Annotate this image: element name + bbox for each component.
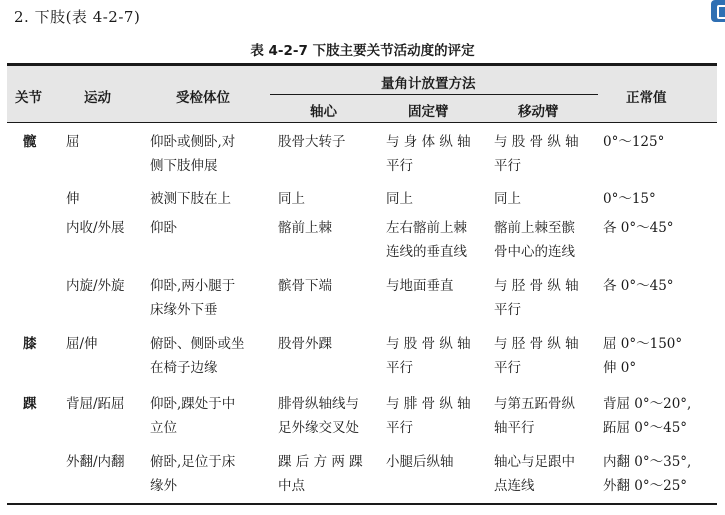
cell-position <box>150 216 177 240</box>
cell-axis <box>278 130 346 154</box>
cell-fixed-arm <box>386 274 454 298</box>
cell-normal-value-line: 跖屈 0°～45° <box>603 420 688 436</box>
cell-axis <box>278 187 305 211</box>
cell-movement <box>66 130 80 154</box>
cell-moving-arm <box>494 187 521 211</box>
cell-position-line: 被测下肢在上 <box>150 191 231 207</box>
cell-fixed-arm <box>386 130 471 178</box>
cell-normal-value <box>603 332 682 380</box>
cell-movement-line: 外翻/内翻 <box>66 454 125 470</box>
cell-position <box>150 450 235 498</box>
cell-movement <box>66 274 125 298</box>
cell-moving-arm-line: 平行 <box>494 302 521 318</box>
cell-normal-value <box>603 130 664 154</box>
cell-joint <box>23 332 37 356</box>
header-fixed-arm: 固定臂 <box>408 104 449 120</box>
cell-movement <box>66 332 98 356</box>
cell-axis <box>278 392 359 440</box>
cell-axis-line: 髌骨下端 <box>278 278 332 294</box>
header-moving-arm: 移动臂 <box>518 104 559 120</box>
cell-moving-arm-line: 髂前上棘至髌 <box>494 220 575 236</box>
section-heading: 2. 下肢(表 4-2-7) <box>14 8 141 26</box>
cell-position-line: 俯卧、侧卧或坐 <box>150 336 245 352</box>
cell-axis-line: 同上 <box>278 191 305 207</box>
cell-fixed-arm-line: 小腿后纵轴 <box>386 454 454 470</box>
cell-movement <box>66 450 125 474</box>
cell-position <box>150 274 235 322</box>
cell-position <box>150 392 235 440</box>
cell-normal-value-line: 内翻 0°～35°, <box>603 454 692 470</box>
header-axis: 轴心 <box>310 104 337 120</box>
cell-fixed-arm-line: 连线的垂直线 <box>386 244 467 260</box>
cell-axis-line: 踝 后 方 两 踝 <box>278 454 363 470</box>
cell-movement-line: 背屈/跖屈 <box>66 396 125 412</box>
cell-position-line: 俯卧,足位于床 <box>150 454 236 470</box>
cell-moving-arm-line: 与 股 骨 纵 轴 <box>494 134 579 150</box>
cell-fixed-arm-line: 平行 <box>386 360 413 376</box>
cell-movement <box>66 216 125 240</box>
cell-moving-arm-line: 与第五跖骨纵 <box>494 396 575 412</box>
cell-moving-arm-line: 与 胫 骨 纵 轴 <box>494 336 579 352</box>
cell-movement-line: 内旋/外旋 <box>66 278 125 294</box>
cell-normal-value <box>603 274 674 298</box>
cell-axis <box>278 274 332 298</box>
cell-movement-line: 屈 <box>66 134 80 150</box>
cell-position-line: 仰卧 <box>150 220 177 236</box>
cell-normal-value <box>603 216 674 240</box>
cell-moving-arm <box>494 450 575 498</box>
cell-position-line: 在椅子边缘 <box>150 360 218 376</box>
header-method-group: 量角计放置方法 <box>381 76 476 92</box>
cell-position <box>150 332 245 380</box>
cell-movement-line: 内收/外展 <box>66 220 125 236</box>
cell-moving-arm <box>494 274 579 322</box>
cell-position-line: 立位 <box>150 420 177 436</box>
cell-position-line: 床缘外下垂 <box>150 302 218 318</box>
cell-moving-arm-line: 点连线 <box>494 478 535 494</box>
header-joint: 关节 <box>15 90 42 106</box>
cell-normal-value-line: 外翻 0°～25° <box>603 478 688 494</box>
cell-movement <box>66 392 125 416</box>
cell-fixed-arm-line: 左右髂前上棘 <box>386 220 467 236</box>
table-bottom-rule <box>7 503 717 505</box>
cell-moving-arm-line: 与 胫 骨 纵 轴 <box>494 278 579 294</box>
header-movement: 运动 <box>84 90 111 106</box>
cell-moving-arm-line: 平行 <box>494 158 521 174</box>
header-normal-value: 正常值 <box>626 90 667 106</box>
cell-fixed-arm <box>386 332 471 380</box>
cell-normal-value-line: 伸 0° <box>603 360 637 376</box>
header-group-rule <box>270 94 598 95</box>
cell-axis <box>278 450 363 498</box>
table-top-rule <box>7 63 717 66</box>
cell-position-line: 仰卧或侧卧,对 <box>150 134 236 150</box>
cell-joint <box>23 392 37 416</box>
cell-fixed-arm <box>386 216 467 264</box>
cell-moving-arm-line: 同上 <box>494 191 521 207</box>
cell-normal-value-line: 0°～15° <box>603 191 656 207</box>
cell-normal-value-line: 0°～125° <box>603 134 665 150</box>
cell-fixed-arm-line: 与 腓 骨 纵 轴 <box>386 396 471 412</box>
cell-movement-line: 伸 <box>66 191 80 207</box>
cell-axis <box>278 332 332 356</box>
cell-axis-line: 股骨大转子 <box>278 134 346 150</box>
cell-normal-value <box>603 187 656 211</box>
table-title: 表 4-2-7 下肢主要关节活动度的评定 <box>250 43 475 59</box>
cell-fixed-arm <box>386 187 413 211</box>
cell-movement <box>66 187 80 211</box>
cell-normal-value-line: 背屈 0°～20°, <box>603 396 692 412</box>
header-bottom-rule <box>7 122 717 123</box>
cell-moving-arm <box>494 130 579 178</box>
cell-moving-arm-line: 骨中心的连线 <box>494 244 575 260</box>
cell-normal-value <box>603 392 691 440</box>
cell-moving-arm-line: 轴平行 <box>494 420 535 436</box>
cell-position-line: 侧下肢伸展 <box>150 158 218 174</box>
cell-axis-line: 髂前上棘 <box>278 220 332 236</box>
cell-axis-line: 腓骨纵轴线与 <box>278 396 359 412</box>
cell-moving-arm-line: 轴心与足跟中 <box>494 454 575 470</box>
cell-normal-value-line: 各 0°～45° <box>603 278 674 294</box>
cell-axis-line: 股骨外踝 <box>278 336 332 352</box>
cell-moving-arm-line: 平行 <box>494 360 521 376</box>
cell-normal-value-line: 各 0°～45° <box>603 220 674 236</box>
edit-icon[interactable] <box>711 0 725 22</box>
cell-position-line: 仰卧,两小腿于 <box>150 278 236 294</box>
cell-joint-line: 踝 <box>23 396 37 412</box>
cell-fixed-arm-line: 与 身 体 纵 轴 <box>386 134 471 150</box>
cell-normal-value <box>603 450 691 498</box>
cell-moving-arm <box>494 216 575 264</box>
cell-axis-line: 足外缘交叉处 <box>278 420 359 436</box>
cell-position <box>150 187 231 211</box>
cell-axis <box>278 216 332 240</box>
cell-fixed-arm <box>386 450 454 474</box>
cell-moving-arm <box>494 392 575 440</box>
cell-fixed-arm <box>386 392 471 440</box>
cell-normal-value-line: 屈 0°～150° <box>603 336 683 352</box>
cell-joint-line: 髋 <box>23 134 37 150</box>
cell-fixed-arm-line: 与地面垂直 <box>386 278 454 294</box>
cell-fixed-arm-line: 平行 <box>386 420 413 436</box>
cell-position-line: 缘外 <box>150 478 177 494</box>
cell-fixed-arm-line: 平行 <box>386 158 413 174</box>
cell-fixed-arm-line: 同上 <box>386 191 413 207</box>
cell-fixed-arm-line: 与 股 骨 纵 轴 <box>386 336 471 352</box>
cell-position-line: 仰卧,踝处于中 <box>150 396 236 412</box>
cell-joint-line: 膝 <box>23 336 37 352</box>
cell-movement-line: 屈/伸 <box>66 336 98 352</box>
cell-moving-arm <box>494 332 579 380</box>
header-position: 受检体位 <box>176 90 230 106</box>
cell-joint <box>23 130 37 154</box>
cell-axis-line: 中点 <box>278 478 305 494</box>
cell-position <box>150 130 235 178</box>
